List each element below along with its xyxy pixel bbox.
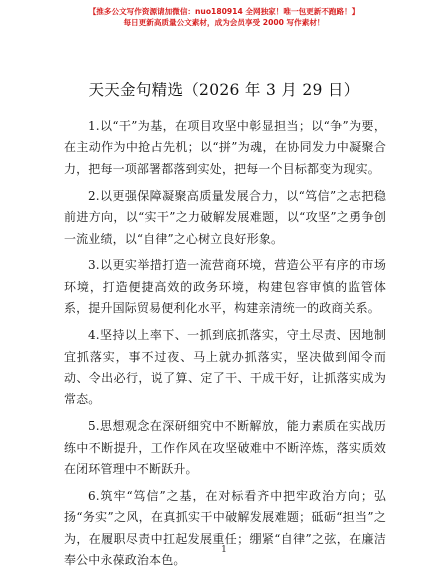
paragraph: 3.以更实举措打造一流营商环境，营造公平有序的市场环境，打造便捷高效的政务环境，构建包容审慎的监管体系，提升国际贸易便利化水平，构建亲清统一的政商关系。 [64, 258, 386, 316]
paragraph: 2.以更强保障凝聚高质量发展合力，以“笃信”之志把稳前进方向，以“实干”之力破解发展难题，以“攻坚”之勇争创一流业绩，以“自律”之心树立良好形象。 [64, 188, 386, 246]
promo-banner [0, 6, 448, 28]
document-body [64, 116, 386, 577]
paragraph: 4.坚持以上率下、一抓到底抓落实，守土尽责、因地制宜抓落实，事不过夜、马上就办抓落实，坚决做到闻令而动、令出必行，说了算、定了干、干成干好，让抓落实成为常态。 [64, 328, 386, 407]
paragraph: 1.以“干”为基，在项目攻坚中彰显担当；以“争”为要，在主动作为中抢占先机；以“拼”为魂，在协同发力中凝聚合力，把每一项部署都落到实处，把每一个目标都变为现实。 [64, 119, 386, 176]
promo-banner-line-2: 每日更新高质量公文素材，成为会员享受 2000 写作素材！ [123, 18, 325, 27]
paragraph: 5.思想观念在深研细究中不断解放，能力素质在实战历练中不断提升，工作作风在攻坚破难中不断淬炼，落实质效在闭环管理中不断跃升。 [64, 419, 386, 477]
promo-banner-line-1: 【推多公文写作资源请加微信：nuo180914 全网独家！唯一包更新不跑路！】 [88, 7, 360, 16]
page-number: 1 [221, 545, 227, 555]
paragraph: 6.筑牢“笃信”之基，在对标看齐中把牢政治方向；弘扬“务实”之风，在真抓实干中破解发展难题；砥砺“担当”之为，在履职尽责中扛起发展重任；绷紧“自律”之弦，在廉洁奉公中永葆政治本色。 [64, 489, 386, 568]
document-title: 天天金句精选（2026 年 3 月 29 日） [88, 81, 360, 99]
